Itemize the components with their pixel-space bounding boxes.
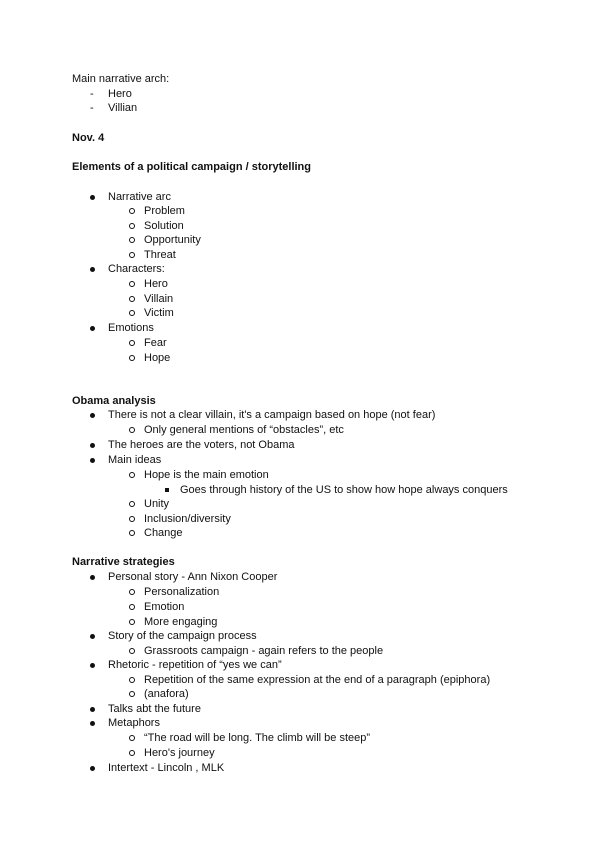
list-item: Hope is the main emotion [144, 469, 269, 481]
characters-item: Characters: [108, 263, 165, 275]
narrative-arc-item: Narrative arc [108, 191, 171, 203]
disc-bullet [90, 721, 95, 726]
dash-bullet: - [90, 102, 94, 114]
circle-bullet [129, 296, 135, 302]
circle-bullet [129, 310, 135, 316]
list-item: There is not a clear villain, it's a campaign based on hope (not fear) [108, 409, 436, 421]
circle-bullet [129, 427, 135, 433]
list-item: Opportunity [144, 234, 201, 246]
circle-bullet [129, 648, 135, 654]
circle-bullet [129, 472, 135, 478]
arch-heading: Main narrative arch: [72, 73, 170, 85]
disc-bullet [90, 267, 95, 272]
list-item: Problem [144, 205, 185, 217]
circle-bullet [129, 604, 135, 610]
circle-bullet [129, 355, 135, 361]
circle-bullet [129, 516, 135, 522]
disc-bullet [90, 195, 95, 200]
list-item: Unity [144, 498, 170, 510]
list-item: Personal story - Ann Nixon Cooper [108, 571, 278, 583]
square-bullet [165, 488, 169, 492]
list-item: Hope [144, 352, 171, 364]
list-item: Hero's journey [144, 747, 215, 759]
circle-bullet [129, 501, 135, 507]
disc-bullet [90, 458, 95, 463]
list-item: More engaging [144, 616, 218, 628]
list-item-text: Villian [108, 102, 138, 114]
list-item: Fear [144, 337, 167, 349]
list-item: Grassroots campaign - again refers to the people [144, 645, 384, 657]
strategies-heading: Narrative strategies [72, 556, 175, 568]
disc-bullet [90, 413, 95, 418]
date-heading: Nov. 4 [72, 132, 105, 144]
circle-bullet [129, 340, 135, 346]
circle-bullet [129, 281, 135, 287]
list-item: Hero [144, 278, 168, 290]
list-item-text: Hero [108, 88, 132, 100]
disc-bullet [90, 443, 95, 448]
circle-bullet [129, 750, 135, 756]
list-item: Inclusion/diversity [144, 513, 231, 525]
list-item: Personalization [144, 586, 220, 598]
circle-bullet [129, 589, 135, 595]
elements-heading: Elements of a political campaign / storytelling [72, 161, 311, 173]
list-item: “The road will be long. The climb will be steep” [144, 732, 371, 744]
disc-bullet [90, 326, 95, 331]
circle-bullet [129, 208, 135, 214]
list-item: Talks abt the future [108, 703, 201, 715]
list-item: (anafora) [144, 688, 189, 700]
disc-bullet [90, 707, 95, 712]
obama-heading: Obama analysis [72, 395, 156, 407]
list-item: Change [144, 527, 183, 539]
list-item: The heroes are the voters, not Obama [108, 439, 295, 451]
list-item: Main ideas [108, 454, 162, 466]
list-item: Emotion [144, 601, 185, 613]
list-item: Metaphors [108, 717, 160, 729]
circle-bullet [129, 530, 135, 536]
disc-bullet [90, 766, 95, 771]
list-item: Only general mentions of “obstacles”, etc [144, 424, 344, 436]
circle-bullet [129, 677, 135, 683]
circle-bullet [129, 619, 135, 625]
disc-bullet [90, 663, 95, 668]
list-item: Threat [144, 249, 176, 261]
emotions-item: Emotions [108, 322, 154, 334]
dash-bullet: - [90, 88, 94, 100]
list-item: Villain [144, 293, 174, 305]
list-item: Rhetoric - repetition of “yes we can” [108, 659, 282, 671]
disc-bullet [90, 634, 95, 639]
list-item: Goes through history of the US to show how hope always conquers [180, 484, 508, 496]
circle-bullet [129, 691, 135, 697]
list-item: Intertext - Lincoln , MLK [108, 762, 225, 774]
disc-bullet [90, 575, 95, 580]
circle-bullet [129, 735, 135, 741]
list-item: Solution [144, 220, 184, 232]
list-item: Story of the campaign process [108, 630, 257, 642]
circle-bullet [129, 237, 135, 243]
list-item: Victim [144, 307, 174, 319]
circle-bullet [129, 223, 135, 229]
circle-bullet [129, 252, 135, 258]
list-item: Repetition of the same expression at the end of a paragraph (epiphora) [144, 674, 491, 686]
